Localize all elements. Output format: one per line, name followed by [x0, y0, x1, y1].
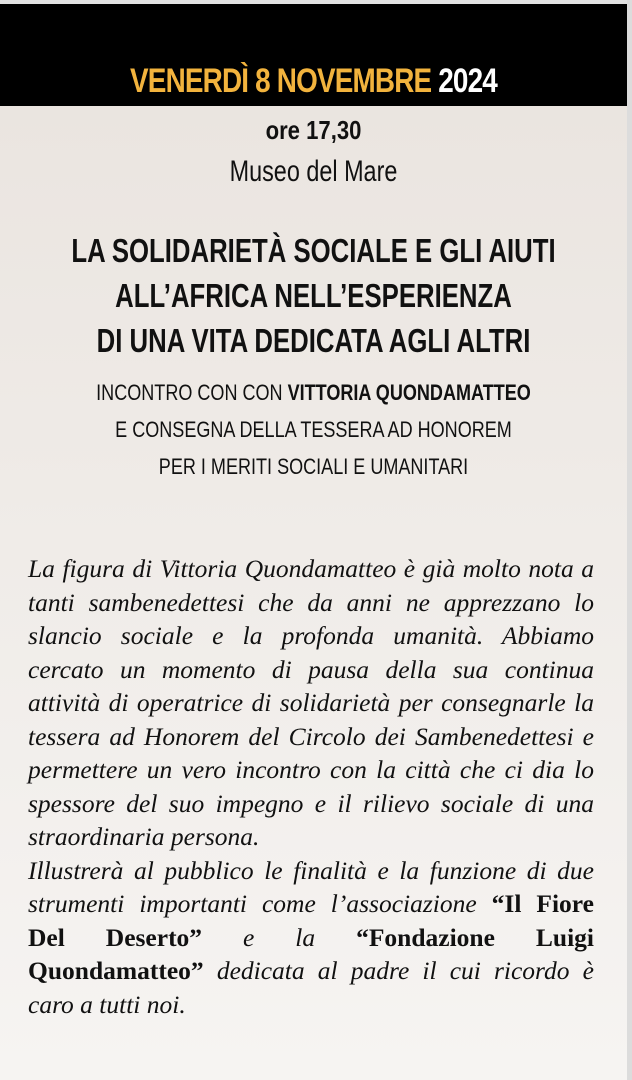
title-line: LA SOLIDARIETÀ SOCIALE E GLI AIUTI — [71, 232, 556, 269]
description — [28, 552, 594, 1021]
event-time: ore 17,30 — [265, 115, 362, 145]
right-edge — [627, 0, 632, 1080]
text: Illustrerà al pubblico le finalità e la funzione di due strumenti importanti come l’associazione — [28, 855, 594, 918]
paragraph: La figura di Vittoria Quondamatteo è già molto nota a tanti sambenedettesi che da anni ne apprezzano lo slancio sociale e la profonda umanità. Abbiamo cercato un momento di pausa della sua continua attività di operatrice di solidarietà per consegnarle la tessera ad Honorem del Circolo dei Sambenedettesi e permettere un vero incontro con la città che ci dia lo spessore del suo impegno e il rilievo sociale di una straordinaria persona. — [28, 554, 594, 851]
text: e la — [202, 922, 357, 952]
org-name: “Fondazione Luigi Quondamatteo” — [28, 922, 595, 985]
event-title — [69, 228, 558, 363]
subtitle-line: E CONSEGNA DELLA TESSERA AD HONOREM — [115, 417, 512, 442]
org-name: “Il Fiore Del Deserto” — [28, 889, 594, 952]
subtitle-line: PER I MERITI SOCIALI E UMANITARI — [158, 454, 469, 479]
title-line: DI UNA VITA DEDICATA AGLI ALTRI — [96, 322, 531, 359]
event-place: Museo del Mare — [229, 155, 398, 188]
date-year: 2024 — [438, 62, 497, 100]
guest-name: VITTORIA QUONDAMATTEO — [287, 380, 531, 405]
title-line: ALL’AFRICA NELL’ESPERIENZA — [115, 277, 512, 314]
text: dedicata al padre il cui ricordo è caro a tutti noi. — [28, 956, 594, 1019]
paragraph — [28, 854, 594, 1022]
subtitle-line — [56, 374, 570, 411]
event-subtitle — [56, 374, 570, 485]
event-date — [56, 62, 570, 101]
subtitle-prefix: INCONTRO CON CON — [96, 380, 288, 405]
date-highlight: VENERDÌ 8 NOVEMBRE — [130, 62, 432, 100]
